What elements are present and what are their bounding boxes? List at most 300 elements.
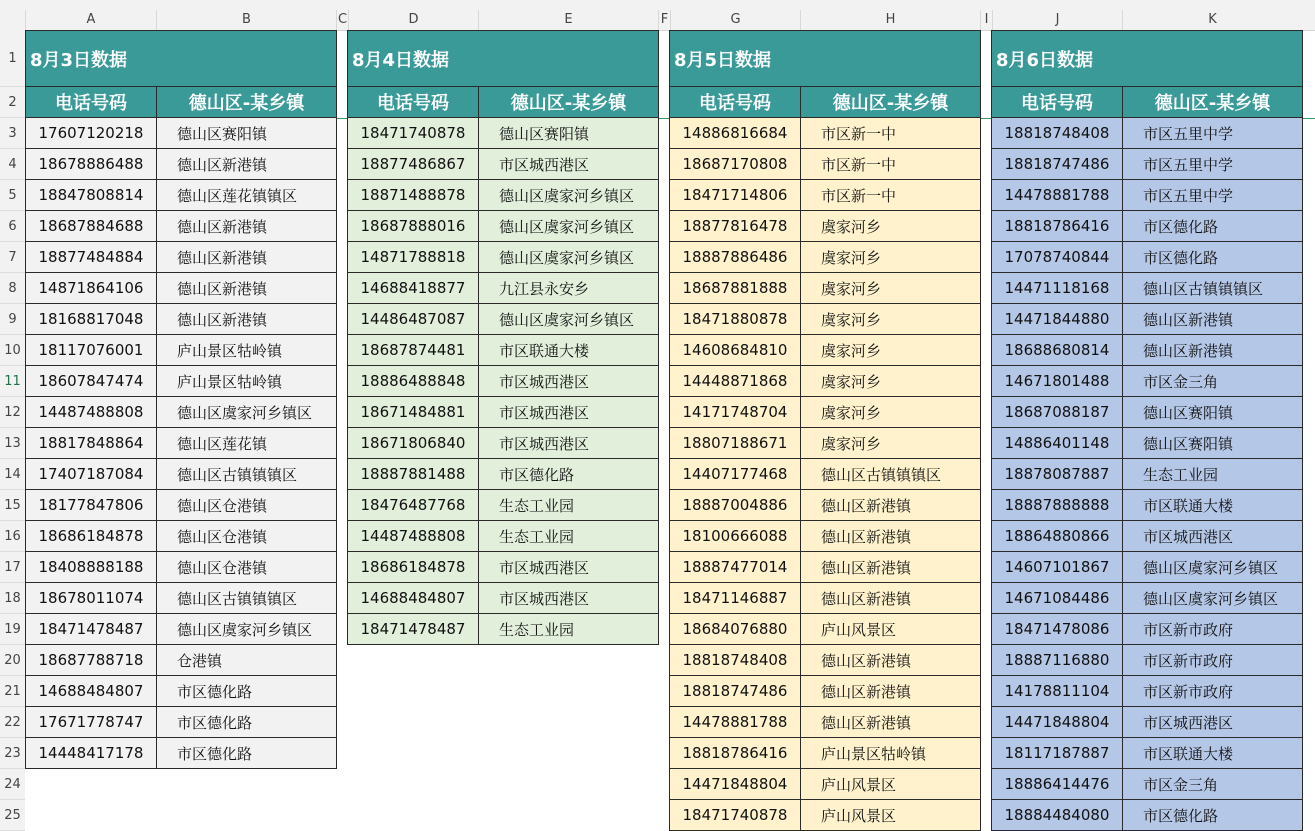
header-phone[interactable]: 电话号码 <box>26 87 157 118</box>
table-row <box>26 707 337 738</box>
area-cell[interactable]: 德山区仓港镇 <box>157 490 337 521</box>
phone-cell[interactable]: 14608684810 <box>670 335 801 366</box>
table-row <box>992 738 1303 769</box>
area-cell[interactable]: 德山区古镇镇镇区 <box>1123 273 1303 304</box>
area-cell[interactable]: 德山区古镇镇镇区 <box>157 459 337 490</box>
area-cell[interactable]: 德山区新港镇 <box>801 676 981 707</box>
row-header[interactable]: 24 <box>0 769 25 800</box>
area-cell[interactable]: 虞家河乡 <box>801 304 981 335</box>
area-cell[interactable]: 德山区莲花镇镇区 <box>157 180 337 211</box>
phone-cell[interactable]: 14607101867 <box>992 552 1123 583</box>
header-phone[interactable]: 电话号码 <box>348 87 479 118</box>
phone-cell[interactable]: 18471714806 <box>670 180 801 211</box>
area-cell[interactable]: 德山区虞家河乡镇区 <box>1123 552 1303 583</box>
phone-cell[interactable]: 18100666088 <box>670 521 801 552</box>
phone-cell[interactable]: 18686184878 <box>348 552 479 583</box>
phone-cell[interactable]: 14448871868 <box>670 366 801 397</box>
phone-cell[interactable]: 18818748408 <box>992 118 1123 149</box>
area-cell[interactable]: 市区城西港区 <box>479 428 659 459</box>
phone-cell[interactable]: 18887116880 <box>992 645 1123 676</box>
area-cell[interactable]: 九江县永安乡 <box>479 273 659 304</box>
row-header[interactable]: 14 <box>0 459 25 490</box>
table-row <box>348 273 659 304</box>
phone-cell[interactable]: 14886816684 <box>670 118 801 149</box>
phone-cell[interactable]: 17078740844 <box>992 242 1123 273</box>
area-cell[interactable]: 德山区虞家河乡镇区 <box>479 304 659 335</box>
area-cell[interactable]: 市区德化路 <box>1123 800 1303 831</box>
area-cell[interactable]: 市区城西港区 <box>479 552 659 583</box>
table-title[interactable]: 8月5日数据 <box>670 31 981 87</box>
area-cell[interactable]: 德山区新港镇 <box>801 707 981 738</box>
table-title[interactable]: 8月4日数据 <box>348 31 659 87</box>
table-row <box>26 676 337 707</box>
table-row <box>348 366 659 397</box>
area-cell[interactable]: 德山区新港镇 <box>157 304 337 335</box>
row-header[interactable]: 23 <box>0 738 25 769</box>
area-cell[interactable]: 市区联通大楼 <box>479 335 659 366</box>
table-row <box>992 335 1303 366</box>
area-cell[interactable]: 庐山风景区 <box>801 614 981 645</box>
row-header[interactable]: 22 <box>0 707 25 738</box>
table-row <box>992 304 1303 335</box>
area-cell[interactable]: 德山区古镇镇镇区 <box>801 459 981 490</box>
area-cell[interactable]: 市区德化路 <box>479 459 659 490</box>
table-row <box>992 459 1303 490</box>
area-cell[interactable]: 仓港镇 <box>157 645 337 676</box>
table-row <box>26 428 337 459</box>
area-cell[interactable]: 德山区新港镇 <box>801 552 981 583</box>
area-cell[interactable]: 德山区新港镇 <box>1123 304 1303 335</box>
phone-cell[interactable]: 18877816478 <box>670 211 801 242</box>
phone-cell[interactable]: 18818748408 <box>670 645 801 676</box>
phone-cell[interactable]: 18687788718 <box>26 645 157 676</box>
row-header[interactable]: 21 <box>0 676 25 707</box>
table-row <box>26 149 337 180</box>
table-row <box>670 335 981 366</box>
table-row <box>670 273 981 304</box>
phone-cell[interactable]: 18877484884 <box>26 242 157 273</box>
area-cell[interactable]: 德山区虞家河乡镇区 <box>1123 583 1303 614</box>
phone-cell[interactable]: 18684076880 <box>670 614 801 645</box>
table-row <box>992 645 1303 676</box>
phone-cell[interactable]: 18887881488 <box>348 459 479 490</box>
table-row <box>26 614 337 645</box>
table-row <box>670 645 981 676</box>
row-header[interactable]: 3 <box>0 118 25 149</box>
area-cell[interactable]: 生态工业园 <box>479 521 659 552</box>
phone-cell[interactable]: 18117187887 <box>992 738 1123 769</box>
table-row <box>670 490 981 521</box>
table-row <box>992 490 1303 521</box>
area-cell[interactable]: 市区德化路 <box>157 707 337 738</box>
area-cell[interactable]: 市区德化路 <box>157 676 337 707</box>
table-row <box>26 273 337 304</box>
phone-cell[interactable]: 14471118168 <box>992 273 1123 304</box>
area-cell[interactable]: 德山区新港镇 <box>157 149 337 180</box>
row-header[interactable]: 20 <box>0 645 25 676</box>
phone-cell[interactable]: 14471848804 <box>670 769 801 800</box>
area-cell[interactable]: 德山区新港镇 <box>157 211 337 242</box>
area-cell[interactable]: 市区五里中学 <box>1123 180 1303 211</box>
phone-cell[interactable]: 18471146887 <box>670 583 801 614</box>
row-header[interactable]: 1 <box>0 30 25 87</box>
table-row <box>670 459 981 490</box>
area-cell[interactable]: 德山区古镇镇镇区 <box>157 583 337 614</box>
phone-cell[interactable]: 18168817048 <box>26 304 157 335</box>
row-header[interactable]: 17 <box>0 552 25 583</box>
table-row <box>348 490 659 521</box>
phone-cell[interactable]: 18818786416 <box>992 211 1123 242</box>
table-row <box>670 118 981 149</box>
table-row <box>348 335 659 366</box>
table-row <box>348 304 659 335</box>
area-cell[interactable]: 市区联通大楼 <box>1123 490 1303 521</box>
phone-cell[interactable]: 18687088187 <box>992 397 1123 428</box>
phone-cell[interactable]: 18678011074 <box>26 583 157 614</box>
phone-cell[interactable]: 18687881888 <box>670 273 801 304</box>
column-header-f[interactable]: F <box>658 10 670 30</box>
phone-cell[interactable]: 17407187084 <box>26 459 157 490</box>
area-cell[interactable]: 市区德化路 <box>1123 242 1303 273</box>
phone-cell[interactable]: 18117076001 <box>26 335 157 366</box>
phone-cell[interactable]: 14671084486 <box>992 583 1123 614</box>
area-cell[interactable]: 市区新市政府 <box>1123 645 1303 676</box>
table-row <box>992 521 1303 552</box>
table-row <box>26 583 337 614</box>
table-row <box>670 397 981 428</box>
table-row <box>992 800 1303 831</box>
area-cell[interactable]: 庐山风景区 <box>801 769 981 800</box>
phone-cell[interactable]: 14871864106 <box>26 273 157 304</box>
column-header-g[interactable]: G <box>670 10 800 30</box>
table-row <box>26 397 337 428</box>
area-cell[interactable]: 德山区新港镇 <box>801 490 981 521</box>
table-row <box>26 211 337 242</box>
area-cell[interactable]: 市区五里中学 <box>1123 149 1303 180</box>
phone-cell[interactable]: 14178811104 <box>992 676 1123 707</box>
row-header[interactable]: 25 <box>0 800 25 831</box>
phone-cell[interactable]: 18877486867 <box>348 149 479 180</box>
header-area[interactable]: 德山区-某乡镇 <box>157 87 337 118</box>
column-header-a[interactable]: A <box>25 10 156 30</box>
table-row <box>670 149 981 180</box>
phone-cell[interactable]: 14171748704 <box>670 397 801 428</box>
table-row <box>26 645 337 676</box>
phone-cell[interactable]: 18817848864 <box>26 428 157 459</box>
area-cell[interactable]: 市区五里中学 <box>1123 118 1303 149</box>
area-cell[interactable]: 德山区新港镇 <box>801 645 981 676</box>
table-row <box>670 769 981 800</box>
table-row <box>26 180 337 211</box>
table-row <box>670 800 981 831</box>
area-cell[interactable]: 庐山景区牯岭镇 <box>157 335 337 366</box>
phone-cell[interactable]: 18408888188 <box>26 552 157 583</box>
table-row <box>992 614 1303 645</box>
row-header[interactable]: 7 <box>0 242 25 273</box>
row-header[interactable]: 15 <box>0 490 25 521</box>
area-cell[interactable]: 庐山景区牯岭镇 <box>801 738 981 769</box>
area-cell[interactable]: 虞家河乡 <box>801 397 981 428</box>
table-row <box>348 149 659 180</box>
phone-cell[interactable]: 18471478487 <box>26 614 157 645</box>
table-title[interactable]: 8月6日数据 <box>992 31 1303 87</box>
row-header[interactable]: 12 <box>0 397 25 428</box>
row-header[interactable]: 18 <box>0 583 25 614</box>
area-cell[interactable]: 市区城西港区 <box>479 149 659 180</box>
table-title[interactable]: 8月3日数据 <box>26 31 337 87</box>
phone-cell[interactable]: 14688484807 <box>26 676 157 707</box>
column-header-k[interactable]: K <box>1122 10 1302 30</box>
phone-cell[interactable]: 14487488808 <box>26 397 157 428</box>
table-row <box>26 459 337 490</box>
area-cell[interactable]: 德山区新港镇 <box>157 242 337 273</box>
phone-cell[interactable]: 18871488878 <box>348 180 479 211</box>
phone-cell[interactable]: 18687888016 <box>348 211 479 242</box>
phone-cell[interactable]: 17607120218 <box>26 118 157 149</box>
area-cell[interactable]: 虞家河乡 <box>801 242 981 273</box>
area-cell[interactable]: 德山区虞家河乡镇区 <box>479 180 659 211</box>
phone-cell[interactable]: 14471848804 <box>992 707 1123 738</box>
area-cell[interactable]: 德山区虞家河乡镇区 <box>479 242 659 273</box>
phone-cell[interactable]: 18807188671 <box>670 428 801 459</box>
table-row <box>670 738 981 769</box>
phone-cell[interactable]: 17671778747 <box>26 707 157 738</box>
table-row <box>348 211 659 242</box>
area-cell[interactable]: 市区金三角 <box>1123 366 1303 397</box>
area-cell[interactable]: 生态工业园 <box>1123 459 1303 490</box>
table-row <box>992 552 1303 583</box>
table-row <box>670 211 981 242</box>
phone-cell[interactable]: 18887477014 <box>670 552 801 583</box>
phone-cell[interactable]: 18878087887 <box>992 459 1123 490</box>
table-row <box>348 521 659 552</box>
phone-cell[interactable]: 18818786416 <box>670 738 801 769</box>
phone-cell[interactable]: 18471740878 <box>348 118 479 149</box>
table-row <box>992 676 1303 707</box>
header-area[interactable]: 德山区-某乡镇 <box>801 87 981 118</box>
area-cell[interactable]: 市区城西港区 <box>479 397 659 428</box>
phone-cell[interactable]: 18471880878 <box>670 304 801 335</box>
table-row <box>992 707 1303 738</box>
phone-cell[interactable]: 18177847806 <box>26 490 157 521</box>
table-row <box>992 180 1303 211</box>
table-row <box>992 149 1303 180</box>
area-cell[interactable]: 虞家河乡 <box>801 366 981 397</box>
table-row <box>26 242 337 273</box>
table-row <box>670 521 981 552</box>
phone-cell[interactable]: 18884484080 <box>992 800 1123 831</box>
phone-cell[interactable]: 18818747486 <box>992 149 1123 180</box>
table-row <box>992 583 1303 614</box>
row-header[interactable]: 10 <box>0 335 25 366</box>
row-header[interactable]: 11 <box>0 366 25 397</box>
table-row <box>992 118 1303 149</box>
phone-cell[interactable]: 14886401148 <box>992 428 1123 459</box>
phone-cell[interactable]: 18847808814 <box>26 180 157 211</box>
area-cell[interactable]: 德山区赛阳镇 <box>479 118 659 149</box>
area-cell[interactable]: 虞家河乡 <box>801 211 981 242</box>
area-cell[interactable]: 德山区新港镇 <box>157 273 337 304</box>
phone-cell[interactable]: 18476487768 <box>348 490 479 521</box>
table-row <box>348 180 659 211</box>
area-cell[interactable]: 市区新一中 <box>801 180 981 211</box>
table-row <box>26 521 337 552</box>
phone-cell[interactable]: 14486487087 <box>348 304 479 335</box>
phone-cell[interactable]: 18678886488 <box>26 149 157 180</box>
area-cell[interactable]: 德山区莲花镇 <box>157 428 337 459</box>
column-header-h[interactable]: H <box>800 10 980 30</box>
table-row <box>670 180 981 211</box>
table-row <box>348 397 659 428</box>
area-cell[interactable]: 市区新市政府 <box>1123 676 1303 707</box>
phone-cell[interactable]: 18686184878 <box>26 521 157 552</box>
area-cell[interactable]: 德山区虞家河乡镇区 <box>479 211 659 242</box>
area-cell[interactable]: 市区城西港区 <box>479 583 659 614</box>
phone-cell[interactable]: 14478881788 <box>992 180 1123 211</box>
phone-cell[interactable]: 18671484881 <box>348 397 479 428</box>
table-row <box>348 428 659 459</box>
phone-cell[interactable]: 14407177468 <box>670 459 801 490</box>
area-cell[interactable]: 德山区赛阳镇 <box>1123 397 1303 428</box>
table-row <box>26 304 337 335</box>
row-header[interactable]: 2 <box>0 87 25 118</box>
phone-cell[interactable]: 14871788818 <box>348 242 479 273</box>
table-row <box>670 707 981 738</box>
phone-cell[interactable]: 14487488808 <box>348 521 479 552</box>
row-header[interactable]: 13 <box>0 428 25 459</box>
table-row <box>670 428 981 459</box>
area-cell[interactable]: 德山区赛阳镇 <box>157 118 337 149</box>
row-header[interactable]: 6 <box>0 211 25 242</box>
phone-cell[interactable]: 18687884688 <box>26 211 157 242</box>
area-cell[interactable]: 市区新一中 <box>801 118 981 149</box>
phone-cell[interactable]: 18864880866 <box>992 521 1123 552</box>
phone-cell[interactable]: 18471478086 <box>992 614 1123 645</box>
phone-cell[interactable]: 18687874481 <box>348 335 479 366</box>
table-row <box>992 366 1303 397</box>
phone-cell[interactable]: 18818747486 <box>670 676 801 707</box>
area-cell[interactable]: 德山区虞家河乡镇区 <box>157 397 337 428</box>
header-phone[interactable]: 电话号码 <box>992 87 1123 118</box>
area-cell[interactable]: 市区德化路 <box>1123 211 1303 242</box>
area-cell[interactable]: 德山区仓港镇 <box>157 521 337 552</box>
table-row <box>670 614 981 645</box>
area-cell[interactable]: 市区德化路 <box>157 738 337 769</box>
area-cell[interactable]: 庐山景区牯岭镇 <box>157 366 337 397</box>
area-cell[interactable]: 市区金三角 <box>1123 769 1303 800</box>
table-row <box>26 118 337 149</box>
area-cell[interactable]: 生态工业园 <box>479 614 659 645</box>
table-row <box>348 118 659 149</box>
area-cell[interactable]: 德山区新港镇 <box>801 521 981 552</box>
phone-cell[interactable]: 18471740878 <box>670 800 801 831</box>
table-row <box>670 366 981 397</box>
area-cell[interactable]: 市区新市政府 <box>1123 614 1303 645</box>
phone-cell[interactable]: 14478881788 <box>670 707 801 738</box>
table-aug4 <box>347 30 659 645</box>
table-row <box>670 552 981 583</box>
phone-cell[interactable]: 18886488848 <box>348 366 479 397</box>
area-cell[interactable]: 市区联通大楼 <box>1123 738 1303 769</box>
phone-cell[interactable]: 18887004886 <box>670 490 801 521</box>
area-cell[interactable]: 虞家河乡 <box>801 273 981 304</box>
row-header[interactable]: 16 <box>0 521 25 552</box>
area-cell[interactable]: 德山区赛阳镇 <box>1123 428 1303 459</box>
area-cell[interactable]: 生态工业园 <box>479 490 659 521</box>
table-row <box>26 552 337 583</box>
area-cell[interactable]: 市区新一中 <box>801 149 981 180</box>
table-row <box>670 242 981 273</box>
area-cell[interactable]: 德山区仓港镇 <box>157 552 337 583</box>
phone-cell[interactable]: 14688418877 <box>348 273 479 304</box>
area-cell[interactable]: 庐山风景区 <box>801 800 981 831</box>
table-row <box>26 738 337 769</box>
column-header-c[interactable]: C <box>336 10 348 30</box>
row-header[interactable]: 4 <box>0 149 25 180</box>
area-cell[interactable]: 市区城西港区 <box>1123 707 1303 738</box>
area-cell[interactable]: 市区城西港区 <box>1123 521 1303 552</box>
column-header-j[interactable]: J <box>992 10 1122 30</box>
table-row <box>26 335 337 366</box>
table-row <box>26 366 337 397</box>
table-aug6 <box>991 30 1303 831</box>
table-aug3 <box>25 30 337 769</box>
phone-cell[interactable]: 18887888888 <box>992 490 1123 521</box>
table-row <box>670 304 981 335</box>
column-header-d[interactable]: D <box>348 10 478 30</box>
column-header-e[interactable]: E <box>478 10 658 30</box>
area-cell[interactable]: 德山区新港镇 <box>801 583 981 614</box>
header-area[interactable]: 德山区-某乡镇 <box>479 87 659 118</box>
phone-cell[interactable]: 18886414476 <box>992 769 1123 800</box>
phone-cell[interactable]: 18671806840 <box>348 428 479 459</box>
table-row <box>992 211 1303 242</box>
table-row <box>992 769 1303 800</box>
phone-cell[interactable]: 14688484807 <box>348 583 479 614</box>
table-aug5 <box>669 30 981 831</box>
row-header[interactable]: 19 <box>0 614 25 645</box>
phone-cell[interactable]: 18688680814 <box>992 335 1123 366</box>
phone-cell[interactable]: 14448417178 <box>26 738 157 769</box>
column-header-bar <box>0 0 1315 31</box>
phone-cell[interactable]: 14671801488 <box>992 366 1123 397</box>
column-header-b[interactable]: B <box>156 10 336 30</box>
header-area[interactable]: 德山区-某乡镇 <box>1123 87 1303 118</box>
table-row <box>26 490 337 521</box>
table-row <box>992 273 1303 304</box>
table-row <box>992 242 1303 273</box>
phone-cell[interactable]: 18887886486 <box>670 242 801 273</box>
area-cell[interactable]: 虞家河乡 <box>801 428 981 459</box>
row-header[interactable]: 8 <box>0 273 25 304</box>
phone-cell[interactable]: 18471478487 <box>348 614 479 645</box>
column-header-i[interactable]: I <box>980 10 992 30</box>
phone-cell[interactable]: 18687170808 <box>670 149 801 180</box>
phone-cell[interactable]: 14471844880 <box>992 304 1123 335</box>
table-row <box>348 459 659 490</box>
row-header[interactable]: 5 <box>0 180 25 211</box>
phone-cell[interactable]: 18607847474 <box>26 366 157 397</box>
area-cell[interactable]: 德山区新港镇 <box>1123 335 1303 366</box>
table-row <box>348 242 659 273</box>
header-phone[interactable]: 电话号码 <box>670 87 801 118</box>
table-row <box>992 428 1303 459</box>
area-cell[interactable]: 虞家河乡 <box>801 335 981 366</box>
area-cell[interactable]: 德山区虞家河乡镇区 <box>157 614 337 645</box>
table-row <box>348 614 659 645</box>
area-cell[interactable]: 市区城西港区 <box>479 366 659 397</box>
row-header[interactable]: 9 <box>0 304 25 335</box>
